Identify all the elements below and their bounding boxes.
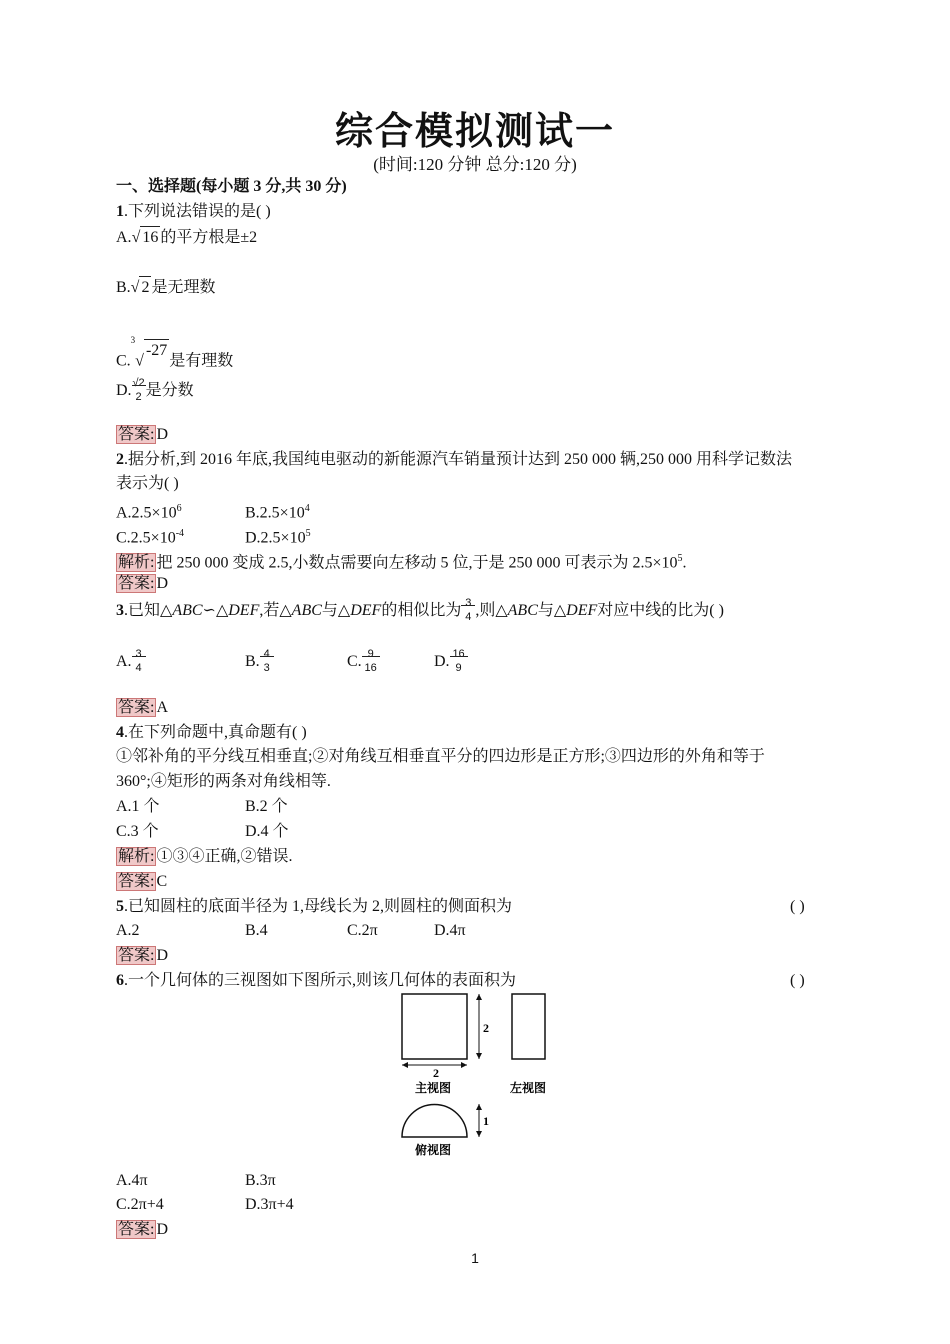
q6-answer: 答案: D	[118, 1221, 169, 1238]
q6-stem: 6.一个几何体的三视图如下图所示,则该几何体的表面积为	[116, 972, 517, 989]
fraction: 3 4	[461, 592, 475, 622]
dim-w-label: 2	[433, 1066, 439, 1080]
root-index: 3	[130, 335, 136, 345]
q3-stem: 3.已知△ABC∽△DEF,若△ABC与△DEF的相似比为 3 4 ,则△ABC与△DEF对应中线的比为( )	[116, 592, 724, 624]
q3-option-b: B. 4 3	[245, 643, 274, 675]
arrow-up-icon	[476, 1104, 482, 1110]
answer-tag: 答案:	[118, 699, 155, 716]
left-view-label: 左视图	[510, 1081, 547, 1095]
q1-option-d: D. √2 2 是分数	[116, 372, 194, 404]
answer-tag: 答案:	[118, 947, 155, 964]
q3-option-a: A. 3 4	[116, 643, 146, 675]
q4-analysis: 解析: ①③④正确,②错误.	[118, 848, 293, 865]
q2-option-a: $A.2.5\times 10^6$	[116, 503, 182, 522]
q4-option-c: C.3 个	[116, 823, 159, 840]
arrow-down-icon	[476, 1053, 482, 1059]
q1-stem: 1.下列说法错误的是( )	[116, 203, 271, 220]
q4-line-1: ①邻补角的平分线互相垂直;②对角线互相垂直平分的四边形是正方形;③四边形的外角和等于	[116, 748, 765, 765]
q2-stem-2: 表示为( )	[116, 475, 179, 492]
answer-tag: 答案:	[118, 575, 155, 592]
q3-option-c: C. 9 16	[347, 643, 380, 675]
dim-r-label: 1	[483, 1114, 489, 1128]
analysis-tag: 解析:	[118, 848, 155, 865]
q1-answer: 答案: D	[118, 426, 169, 443]
q5-answer: 答案: D	[118, 947, 169, 964]
q6-option-b: B.3π	[245, 1172, 276, 1189]
q4-stem: 4.在下列命题中,真命题有( )	[116, 724, 307, 741]
radicand: 2	[139, 276, 151, 299]
fraction: 16 9	[450, 643, 468, 673]
arrow-down-icon	[476, 1131, 482, 1137]
q1-option-a: A.√ 16 的平方根是±2	[116, 226, 257, 249]
q1-option-b: B.√ 2 是无理数	[116, 276, 215, 299]
q5-option-d: D.4π	[434, 922, 466, 939]
page-number: 1	[471, 1250, 479, 1266]
q4-line-2: 360°;④矩形的两条对角线相等.	[116, 773, 331, 790]
analysis-tag: 解析:	[118, 554, 155, 572]
section-heading: 一、选择题(每小题 3 分,共 30 分)	[116, 178, 347, 195]
q6-option-a: A.4π	[116, 1172, 148, 1189]
q4-option-b: B.2 个	[245, 798, 288, 815]
q5-option-a: A.2	[116, 922, 140, 939]
q5-option-c: C.2π	[347, 922, 378, 939]
front-view-rect	[402, 994, 467, 1059]
q2-answer: 答案: D	[118, 575, 169, 592]
arrow-up-icon	[476, 994, 482, 1000]
q2-option-d: $D.2.5\times 10^5$	[245, 528, 311, 547]
q3-answer: 答案: A	[118, 699, 169, 716]
q6-option-d: D.3π+4	[245, 1196, 294, 1213]
radicand: 16	[140, 226, 160, 249]
q4-answer: 答案: C	[118, 873, 168, 890]
three-view-figure	[395, 988, 565, 1165]
front-view-label: 主视图	[415, 1081, 452, 1095]
answer-tag: 答案:	[118, 426, 155, 443]
radicand: -27	[144, 339, 169, 362]
answer-tag: 答案:	[118, 873, 155, 890]
q4-option-a: A.1 个	[116, 798, 160, 815]
q2-option-b: $B.2.5\times 10^4$	[245, 503, 310, 522]
q5-paren: ( )	[790, 898, 805, 915]
q4-option-d: D.4 个	[245, 823, 289, 840]
q2-option-c: $C.2.5\times 10^{-4}$	[116, 528, 185, 547]
fraction: √2 2	[132, 377, 145, 403]
top-view-label: 俯视图	[415, 1143, 452, 1157]
arrow-right-icon	[461, 1062, 467, 1068]
q6-option-c: C.2π+4	[116, 1196, 164, 1213]
page-title: 综合模拟测试一	[334, 111, 615, 153]
fraction: 3 4	[132, 643, 146, 673]
q2-stem: 2.据分析,到 2016 年底,我国纯电驱动的新能源汽车销量预计达到 250 000 辆,250 000 用科学记数法	[116, 451, 793, 468]
arrow-left-icon	[402, 1062, 408, 1068]
fraction: 4 3	[260, 643, 274, 673]
answer-tag: 答案:	[118, 1221, 155, 1238]
top-view-semicircle	[402, 1105, 467, 1138]
q6-paren: ( )	[790, 972, 805, 989]
left-view-rect	[512, 994, 545, 1059]
q5-option-b: B.4	[245, 922, 268, 939]
dim-h-label: 2	[483, 1021, 489, 1035]
q1-option-c: C.$^3$√-27是有理数	[116, 335, 234, 370]
fraction: 9 16	[362, 643, 380, 673]
q5-stem: 5.已知圆柱的底面半径为 1,母线长为 2,则圆柱的侧面积为	[116, 898, 513, 915]
q3-option-d: D. 16 9	[434, 643, 468, 675]
q2-analysis: 解析: 把 250 000 变成 2.5,小数点需要向左移动 5 位,于是 250 000 可表示为 $2.5\times 10^5$.	[118, 553, 687, 572]
page-subtitle: (时间:120 分钟 总分:120 分)	[373, 155, 577, 174]
